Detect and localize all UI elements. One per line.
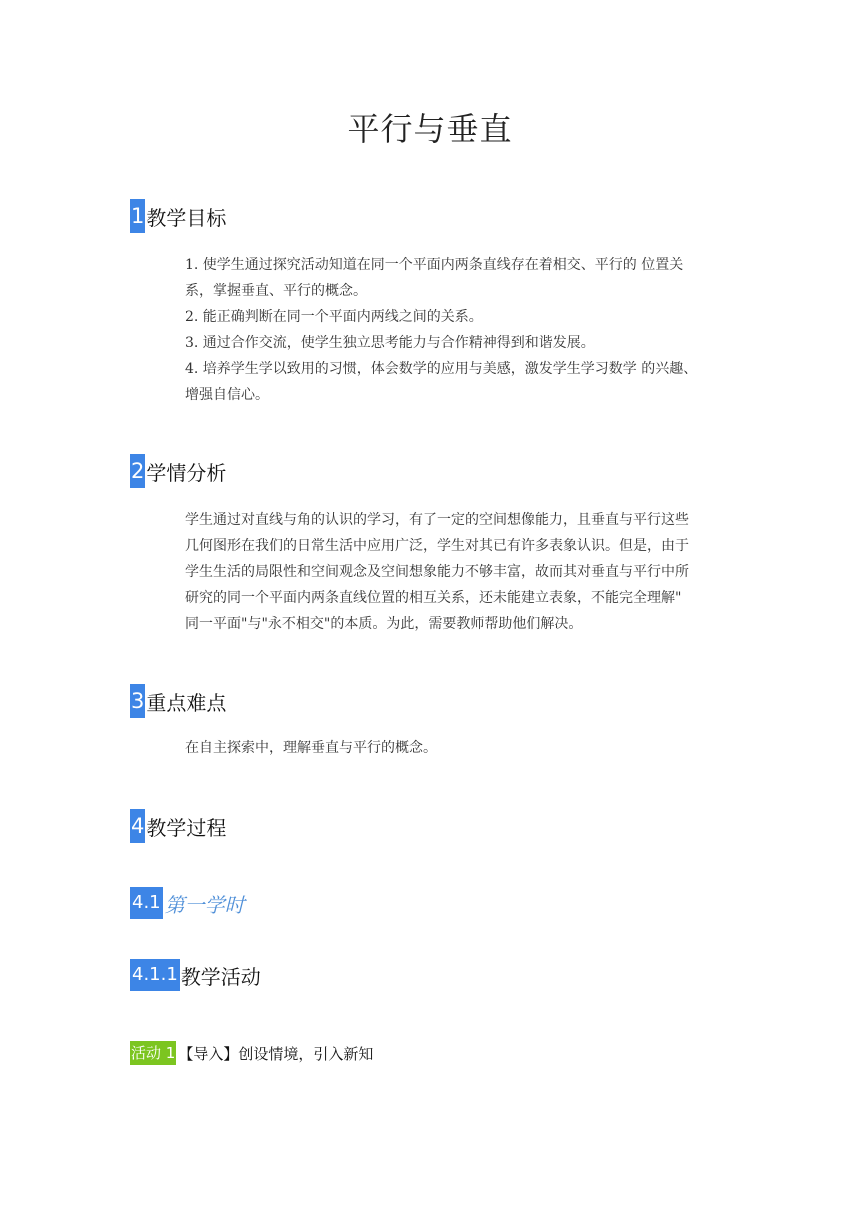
activity-badge: 活动 1 (130, 1041, 176, 1065)
text-line: 2. 能正确判断在同一个平面内两线之间的关系。 (185, 309, 483, 325)
subsection-heading-4-1-1 (130, 959, 261, 991)
section-heading-1 (130, 199, 226, 233)
text-line: 研究的同一个平面内两条直线位置的相互关系，还未能建立表象，不能完全理解" (185, 590, 682, 606)
section-title: 重点难点 (146, 690, 227, 715)
text-line: 在自主探索中，理解垂直与平行的概念。 (185, 740, 437, 756)
section-number: 4 (130, 809, 145, 843)
section-body-3 (185, 735, 733, 761)
activity-title: 【导入】创设情境，引入新知 (178, 1044, 374, 1063)
section-body-1 (185, 252, 733, 408)
subsection-number: 4.1 (130, 887, 163, 919)
text-line: 1. 使学生通过探究活动知道在同一个平面内两条直线存在着相交、平行的 位置关 (185, 257, 684, 273)
text-line: 几何图形在我们的日常生活中应用广泛，学生对其已有许多表象认识。但是，由于 (185, 538, 689, 554)
text-line: 学生生活的局限性和空间观念及空间想象能力不够丰富，故而其对垂直与平行中所 (185, 564, 689, 580)
section-number: 1 (130, 199, 145, 233)
text-line: 3. 通过合作交流，使学生独立思考能力与合作精神得到和谐发展。 (185, 335, 595, 351)
section-heading-2 (130, 454, 226, 488)
text-line: 4. 培养学生学以致用的习惯，体会数学的应用与美感，激发学生学习数学 的兴趣、 (185, 361, 698, 377)
text-line: 学生通过对直线与角的认识的学习，有了一定的空间想像能力，且垂直与平行这些 (185, 512, 689, 528)
section-title: 学情分析 (146, 460, 227, 485)
section-heading-4 (130, 809, 226, 843)
text-line: 增强自信心。 (185, 387, 269, 403)
document-title: 平行与垂直 (347, 110, 513, 148)
subsection-heading-4-1 (130, 887, 245, 919)
section-number: 3 (130, 684, 145, 718)
section-body-2 (185, 507, 733, 637)
section-heading-3 (130, 684, 226, 718)
section-title: 教学过程 (146, 815, 227, 840)
text-line: 同一平面"与"永不相交"的本质。为此，需要教师帮助他们解决。 (185, 616, 583, 632)
activity-heading (130, 1041, 373, 1065)
subsection-number: 4.1.1 (130, 959, 180, 991)
text-line: 系，掌握垂直、平行的概念。 (185, 283, 367, 299)
subsection-title: 第一学时 (164, 892, 245, 917)
section-title: 教学目标 (146, 205, 227, 230)
subsection-title: 教学活动 (180, 964, 261, 989)
section-number: 2 (130, 454, 145, 488)
